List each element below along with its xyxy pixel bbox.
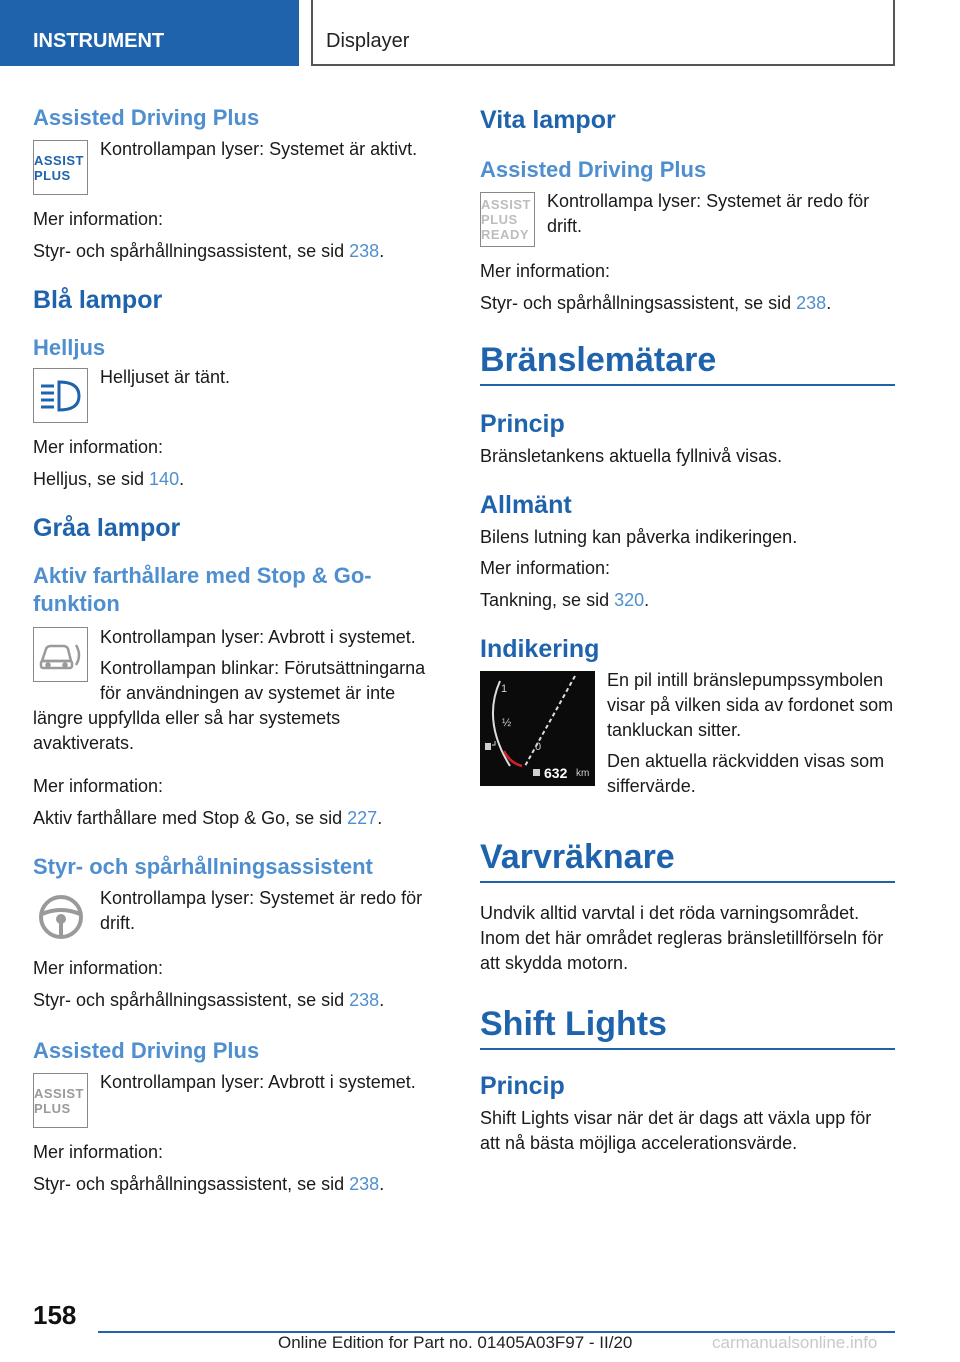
heading-princip-2: Princip xyxy=(480,1072,565,1100)
heading-princip-1: Princip xyxy=(480,410,565,438)
adp-2-text: Kontrollampan lyser: Avbrott i systemet. xyxy=(100,1072,416,1092)
fuel-gauge-image xyxy=(480,671,595,786)
heading-bla-lampor: Blå lampor xyxy=(33,286,163,314)
heading-gra-lampor: Gråa lampor xyxy=(33,514,181,542)
page-link-320[interactable]: 320 xyxy=(614,590,645,610)
assist-plus-icon: ASSIST PLUS xyxy=(33,140,88,195)
chapter-title: Displayer xyxy=(326,30,410,52)
heading-acc: Aktiv farthållare med Stop & Go-funktion xyxy=(33,563,372,616)
varv-text: Undvik alltid varvtal i det röda varningsområdet. Inom det här området regleras bränsletillförseln för att skydda motorn. xyxy=(480,903,884,973)
allmant-more: Mer information: xyxy=(480,558,611,578)
acc-text-2: Kontrollampan blinkar: Förutsättningarna för användningen av systemet är inte längre uppfyllda eller så har systemets avaktiverats. xyxy=(33,658,426,753)
gauge-label-full: 1 xyxy=(501,683,508,695)
acc-more: Mer information: xyxy=(33,776,164,796)
heading-adp-2: Assisted Driving Plus xyxy=(33,1038,260,1063)
page-link-238[interactable]: 238 xyxy=(796,293,827,313)
chapter-tab xyxy=(311,0,895,66)
indikering-text-2: Den aktuella räckvidden visas som siffervärde. xyxy=(607,751,885,796)
cruise-control-icon xyxy=(33,627,88,682)
adp-2-ref: Styr- och spårhållningsassistent, se sid 238. xyxy=(33,1174,385,1194)
page-link-140[interactable]: 140 xyxy=(149,469,180,489)
indikering-text-1: En pil intill bränslepumpssymbolen visar på vilken sida av fordonet som tankluckan sitter. xyxy=(607,670,894,740)
section-tab xyxy=(0,0,299,66)
page-link-238[interactable]: 238 xyxy=(349,1174,380,1194)
helljus-more: Mer information: xyxy=(33,437,164,457)
heading-vita-lampor: Vita lampor xyxy=(480,106,616,134)
assist-plus-grey-icon: ASSIST PLUS xyxy=(33,1073,88,1128)
allmant-text: Bilens lutning kan påverka indikeringen. xyxy=(480,527,798,547)
styr-ref: Styr- och spårhållningsassistent, se sid 238. xyxy=(33,990,385,1010)
section-title: INSTRUMENT xyxy=(33,30,165,52)
gauge-range-unit: km xyxy=(576,768,590,779)
indicator-helljus xyxy=(33,368,443,423)
indicator-acc xyxy=(33,625,443,756)
indicator-adp-3 xyxy=(480,192,895,247)
indikering-text-block xyxy=(607,668,895,799)
heading-indikering: Indikering xyxy=(480,635,600,663)
acc-ref: Aktiv farthållare med Stop & Go, se sid 227. xyxy=(33,808,383,828)
steering-wheel-icon xyxy=(33,889,88,944)
heading-helljus: Helljus xyxy=(33,335,106,360)
page-link-238[interactable]: 238 xyxy=(349,241,380,261)
adp-1-more: Mer information: xyxy=(33,209,164,229)
gauge-label-empty: 0 xyxy=(535,741,542,753)
princip-2-text: Shift Lights visar när det är dags att växla upp för att nå bästa möjliga accelerationsvärde. xyxy=(480,1108,872,1153)
heading-styr: Styr- och spårhållningsassistent xyxy=(33,854,373,879)
heading-varvraknare: Varvräknare xyxy=(480,835,895,883)
gauge-range-value: 632 xyxy=(544,765,568,781)
indicator-fuel xyxy=(480,671,895,799)
allmant-ref: Tankning, se sid 320. xyxy=(480,590,650,610)
adp-1-text: Kontrollampan lyser: Systemet är aktivt. xyxy=(100,139,418,159)
styr-text: Kontrollampa lyser: Systemet är redo för drift. xyxy=(100,888,423,933)
page-link-227[interactable]: 227 xyxy=(347,808,378,828)
assist-plus-ready-icon: ASSIST PLUS READY xyxy=(480,192,535,247)
indicator-styr xyxy=(33,889,443,944)
high-beam-icon xyxy=(33,368,88,423)
adp-3-more: Mer information: xyxy=(480,261,611,281)
heading-adp-1: Assisted Driving Plus xyxy=(33,105,260,130)
heading-adp-3: Assisted Driving Plus xyxy=(480,157,707,182)
styr-more: Mer information: xyxy=(33,958,164,978)
heading-allmant: Allmänt xyxy=(480,491,572,519)
watermark: carmanualsonline.info xyxy=(712,1333,878,1352)
edition-text: Online Edition for Part no. 01405A03F97 - II/20 xyxy=(278,1333,633,1352)
heading-shift-lights: Shift Lights xyxy=(480,1002,895,1050)
heading-branslemätare: Bränslemätare xyxy=(480,338,895,386)
adp-3-ref: Styr- och spårhållningsassistent, se sid 238. xyxy=(480,293,832,313)
page-link-238[interactable]: 238 xyxy=(349,990,380,1010)
acc-text-1: Kontrollampan lyser: Avbrott i systemet. xyxy=(100,627,416,647)
indicator-adp-1 xyxy=(33,140,443,195)
indicator-adp-2 xyxy=(33,1073,443,1128)
princip-1-text: Bränsletankens aktuella fyllnivå visas. xyxy=(480,446,783,466)
adp-3-text: Kontrollampa lyser: Systemet är redo för drift. xyxy=(547,191,870,236)
gauge-label-half: ½ xyxy=(502,717,512,729)
adp-2-more: Mer information: xyxy=(33,1142,164,1162)
helljus-text: Helljuset är tänt. xyxy=(100,367,231,387)
left-column xyxy=(33,96,443,1197)
helljus-ref: Helljus, se sid 140. xyxy=(33,469,185,489)
adp-1-ref: Styr- och spårhållningsassistent, se sid 238. xyxy=(33,241,385,261)
page-number: 158 xyxy=(33,1300,77,1330)
right-column xyxy=(480,96,895,1156)
